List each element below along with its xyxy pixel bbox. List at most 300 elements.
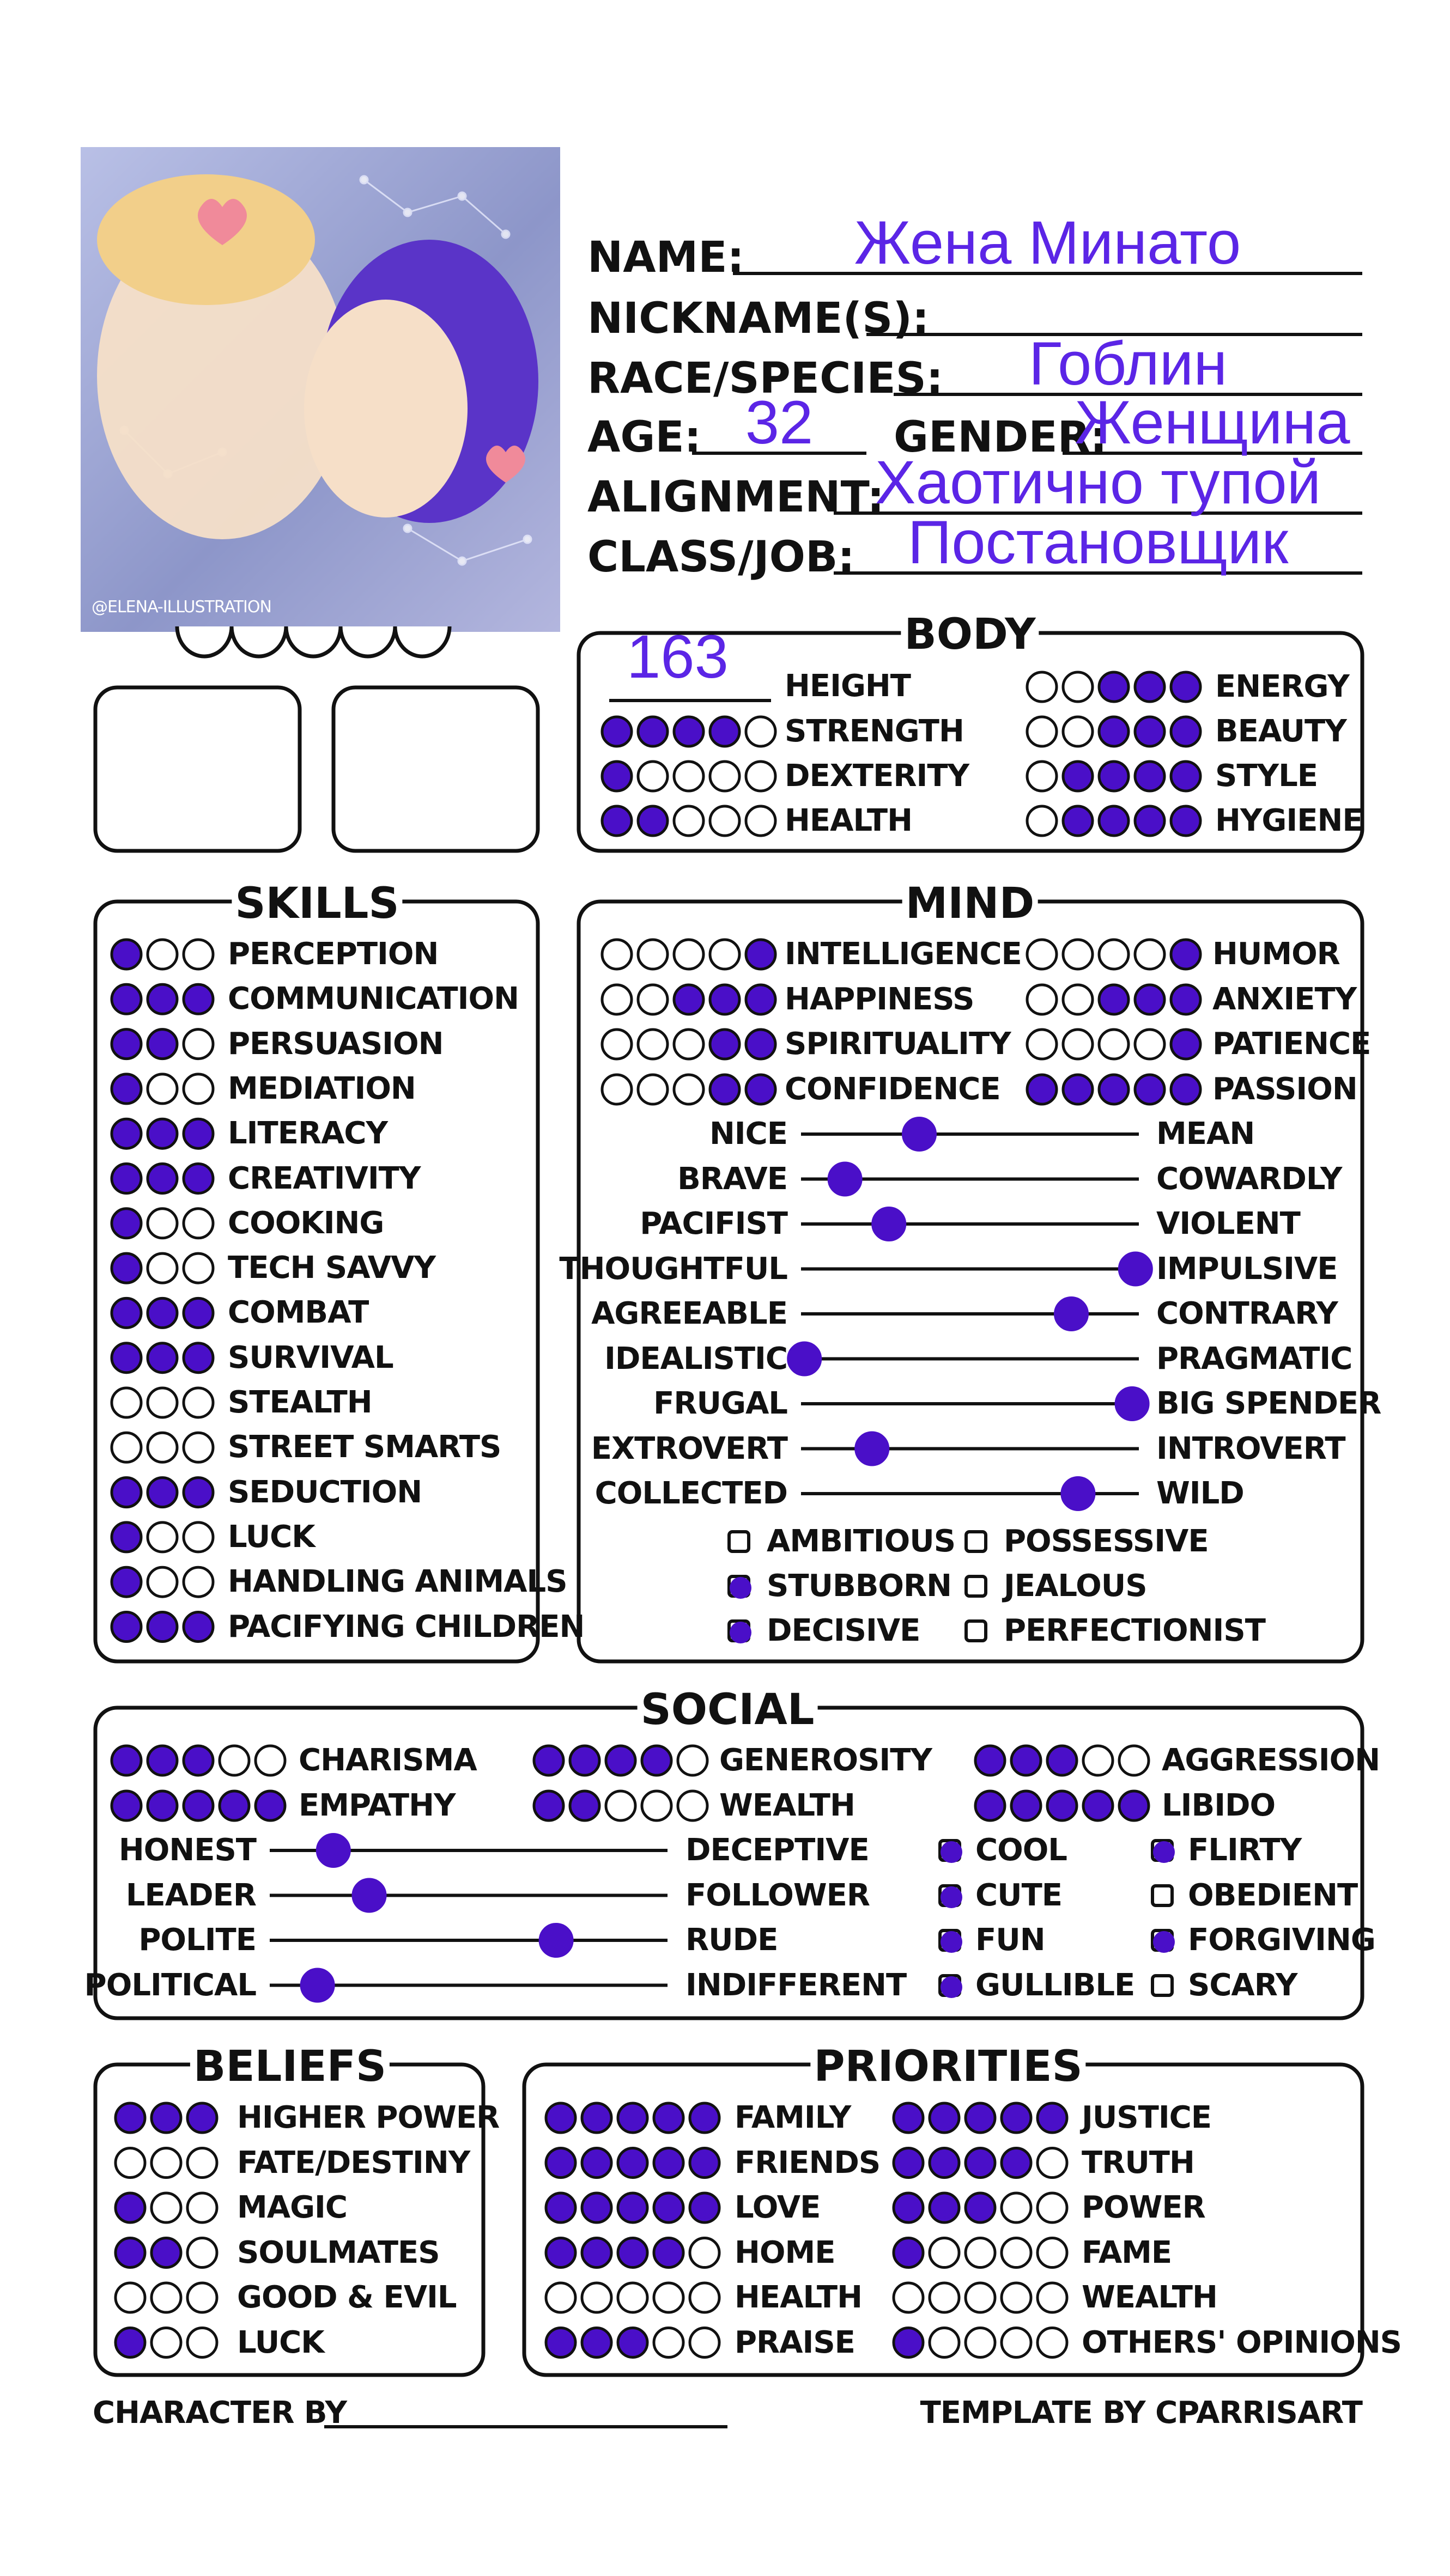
skill-label-pacifying-children: PACIFYING CHILDREN [228, 1609, 585, 1645]
belief-fate-destiny-dot [116, 2148, 145, 2178]
priority-justice-dot [894, 2103, 923, 2133]
skill-communication-dot [112, 984, 141, 1014]
priority-truth-dot [1002, 2148, 1031, 2178]
mind-patience-dot [1135, 1030, 1164, 1059]
priorities-title: PRIORITIES [810, 2045, 1085, 2088]
mind-slider-left-collected: COLLECTED [594, 1476, 787, 1511]
priority-health-dot [546, 2283, 575, 2312]
mind-label-anxiety: ANXIETY [1212, 982, 1357, 1017]
mind-anxiety-dot [1027, 985, 1057, 1014]
skill-pacifying-children-dot [112, 1612, 141, 1642]
priority-home-dot [618, 2238, 647, 2268]
mind-slider-right-violent: VIOLENT [1156, 1206, 1300, 1241]
social-libido-dot [1047, 1791, 1077, 1820]
mind-anxiety-dot [1135, 985, 1164, 1014]
social-generosity-dot [606, 1746, 635, 1775]
mind-intelligence-dot [710, 940, 739, 969]
skill-label-mediation: MEDIATION [228, 1070, 416, 1106]
body-hygiene-dot [1063, 806, 1093, 836]
mind-slider-frugal-knob [1115, 1387, 1149, 1421]
priority-justice-dot [1038, 2103, 1067, 2133]
blank-box-left [95, 687, 300, 851]
priority-label-fame: FAME [1082, 2234, 1172, 2270]
mind-label-patience: PATIENCE [1212, 1026, 1371, 1062]
skill-mediation-dot [148, 1074, 177, 1104]
skill-label-literacy: LITERACY [228, 1116, 388, 1152]
mind-trait-label-possessive: POSSESSIVE [1004, 1524, 1209, 1559]
scallop-decoration [286, 626, 341, 656]
skill-pacifying-children-dot [148, 1612, 177, 1642]
mind-slider-idealistic-knob [787, 1342, 821, 1376]
skill-stealth-dot [112, 1388, 141, 1417]
priority-justice-dot [966, 2103, 995, 2133]
priority-friends-dot [654, 2148, 683, 2178]
skill-cooking-dot [184, 1209, 213, 1238]
skill-combat-dot [148, 1298, 177, 1327]
mind-slider-right-contrary: CONTRARY [1156, 1296, 1338, 1331]
mind-happiness-dot [710, 985, 739, 1014]
template-by-label: TEMPLATE BY CPARRISART [920, 2395, 1362, 2431]
body-dexterity-dot [746, 762, 775, 791]
skill-survival-dot [184, 1343, 213, 1373]
blank-box-right [333, 687, 538, 851]
body-beauty-dot [1099, 717, 1129, 746]
body-strength-dot [602, 717, 632, 746]
belief-label-higher-power: HIGHER POWER [237, 2100, 500, 2135]
body-hygiene-dot [1135, 806, 1164, 836]
priority-power-dot [930, 2193, 959, 2222]
priority-label-truth: TRUTH [1082, 2145, 1194, 2181]
mind-spirituality-dot [746, 1030, 775, 1059]
belief-soulmates-dot [187, 2238, 217, 2268]
social-slider-right-indifferent: INDIFFERENT [685, 1967, 907, 2003]
social-wealth-dot [606, 1791, 635, 1820]
belief-good-evil-dot [151, 2283, 181, 2312]
belief-magic-dot [151, 2193, 181, 2222]
priority-power-dot [966, 2193, 995, 2222]
belief-label-magic: MAGIC [237, 2190, 347, 2225]
priority-fame-dot [894, 2238, 923, 2268]
social-trait-checkbox-cute[interactable] [938, 1884, 961, 1907]
priority-label-friends: FRIENDS [735, 2145, 881, 2181]
body-beauty-dot [1027, 717, 1057, 746]
scallop-decoration [395, 626, 450, 656]
mind-humor-dot [1099, 940, 1129, 969]
skill-label-tech-savvy: TECH SAVVY [228, 1250, 436, 1286]
skill-tech-savvy-dot [184, 1253, 213, 1283]
priority-power-dot [894, 2193, 923, 2222]
skill-creativity-dot [112, 1164, 141, 1193]
skill-perception-dot [112, 940, 141, 969]
social-label-wealth: WEALTH [719, 1788, 855, 1823]
body-dexterity-dot [638, 762, 668, 791]
belief-luck-dot [187, 2328, 217, 2358]
field-value-name: Жена Минато [854, 209, 1241, 277]
skill-perception-dot [148, 940, 177, 969]
social-aggression-dot [1011, 1746, 1041, 1775]
skill-persuasion-dot [184, 1030, 213, 1059]
belief-higher-power-dot [151, 2103, 181, 2133]
social-trait-label-scary: SCARY [1188, 1967, 1297, 2003]
skill-tech-savvy-dot [148, 1253, 177, 1283]
social-generosity-dot [534, 1746, 563, 1775]
field-value-race: Гоблин [1028, 330, 1228, 398]
social-charisma-dot [184, 1746, 213, 1775]
body-health-dot [638, 806, 668, 836]
mind-slider-right-big-spender: BIG SPENDER [1156, 1386, 1381, 1421]
belief-luck-dot [151, 2328, 181, 2358]
priority-truth-dot [894, 2148, 923, 2178]
social-trait-label-gullible: GULLIBLE [975, 1967, 1135, 2003]
body-dexterity-dot [674, 762, 703, 791]
skill-label-communication: COMMUNICATION [228, 981, 519, 1017]
social-trait-checkbox-forgiving[interactable] [1151, 1929, 1174, 1952]
mind-label-confidence: CONFIDENCE [785, 1071, 1000, 1107]
social-charisma-dot [112, 1746, 141, 1775]
social-charisma-dot [220, 1746, 249, 1775]
social-slider-polite-knob [539, 1923, 573, 1957]
belief-label-soulmates: SOULMATES [237, 2234, 440, 2270]
mind-intelligence-dot [638, 940, 668, 969]
priority-wealth-dot [966, 2283, 995, 2312]
priority-label-praise: PRAISE [735, 2324, 855, 2360]
priority-health-dot [582, 2283, 611, 2312]
mind-spirituality-dot [602, 1030, 632, 1059]
mind-anxiety-dot [1063, 985, 1093, 1014]
mind-patience-dot [1063, 1030, 1093, 1059]
mind-passion-dot [1171, 1075, 1200, 1104]
belief-label-good-evil: GOOD & EVIL [237, 2280, 457, 2315]
priority-others-opinions-dot [1002, 2328, 1031, 2358]
social-aggression-dot [1083, 1746, 1113, 1775]
priority-friends-dot [546, 2148, 575, 2178]
skill-seduction-dot [184, 1478, 213, 1507]
priority-love-dot [582, 2193, 611, 2222]
social-slider-right-follower: FOLLOWER [685, 1877, 870, 1913]
mind-passion-dot [1027, 1075, 1057, 1104]
skill-tech-savvy-dot [112, 1253, 141, 1283]
mind-intelligence-dot [602, 940, 632, 969]
mind-passion-dot [1135, 1075, 1164, 1104]
body-strength-dot [638, 717, 668, 746]
priority-praise-dot [582, 2328, 611, 2358]
body-title: BODY [901, 613, 1039, 656]
field-label-gender: GENDER: [894, 413, 1107, 462]
priority-love-dot [654, 2193, 683, 2222]
social-trait-checkbox-gullible[interactable] [938, 1974, 961, 1997]
social-trait-label-fun: FUN [975, 1922, 1045, 1958]
social-slider-honest-knob [317, 1834, 350, 1867]
social-charisma-dot [256, 1746, 285, 1775]
mind-slider-brave-knob [828, 1162, 862, 1196]
skill-survival-dot [112, 1343, 141, 1373]
skill-handling-animals-dot [184, 1567, 213, 1597]
mind-confidence-dot [638, 1075, 668, 1104]
priority-label-health: HEALTH [735, 2280, 862, 2315]
mind-slider-collected-knob [1061, 1477, 1095, 1511]
watermark: @ELENA-ILLUSTRATION [92, 598, 271, 617]
priority-label-love: LOVE [735, 2190, 821, 2225]
skill-stealth-dot [148, 1388, 177, 1417]
mind-patience-dot [1171, 1030, 1200, 1059]
skill-luck-dot [148, 1523, 177, 1552]
social-empathy-dot [148, 1791, 177, 1820]
skill-label-luck: LUCK [228, 1519, 315, 1555]
mind-confidence-dot [710, 1075, 739, 1104]
mind-trait-checkbox-ambitious[interactable] [727, 1530, 750, 1553]
mind-slider-left-thoughtful: THOUGHTFUL [559, 1251, 787, 1287]
mind-trait-checkbox-jealous[interactable] [964, 1575, 987, 1598]
mind-slider-right-wild: WILD [1156, 1476, 1244, 1511]
body-label-beauty: BEAUTY [1215, 714, 1346, 749]
body-style-dot [1135, 762, 1164, 791]
skill-label-handling-animals: HANDLING ANIMALS [228, 1564, 567, 1600]
mind-slider-left-agreeable: AGREEABLE [591, 1296, 787, 1331]
body-label-hygiene: HYGIENE [1215, 803, 1363, 838]
social-slider-right-deceptive: DECEPTIVE [685, 1832, 869, 1868]
body-dexterity-dot [602, 762, 632, 791]
skill-persuasion-dot [148, 1030, 177, 1059]
skill-cooking-dot [112, 1209, 141, 1238]
body-beauty-dot [1135, 717, 1164, 746]
belief-label-fate-destiny: FATE/DESTINY [237, 2145, 470, 2181]
body-energy-dot [1099, 672, 1129, 702]
social-aggression-dot [1047, 1746, 1077, 1775]
belief-higher-power-dot [116, 2103, 145, 2133]
height-label: HEIGHT [785, 668, 911, 704]
body-hygiene-dot [1027, 806, 1057, 836]
skill-stealth-dot [184, 1388, 213, 1417]
social-libido-dot [1011, 1791, 1041, 1820]
height-value: 163 [627, 623, 729, 691]
mind-title: MIND [902, 882, 1038, 925]
priority-friends-dot [618, 2148, 647, 2178]
body-label-strength: STRENGTH [785, 714, 964, 749]
body-strength-dot [746, 717, 775, 746]
priority-home-dot [654, 2238, 683, 2268]
field-label-age: AGE: [587, 413, 701, 462]
body-energy-dot [1063, 672, 1093, 702]
mind-passion-dot [1063, 1075, 1093, 1104]
body-health-dot [710, 806, 739, 836]
skill-luck-dot [184, 1523, 213, 1552]
social-libido-dot [1083, 1791, 1113, 1820]
social-empathy-dot [112, 1791, 141, 1820]
social-label-empathy: EMPATHY [299, 1788, 456, 1823]
mind-label-happiness: HAPPINESS [785, 982, 974, 1017]
mind-trait-checkbox-decisive[interactable] [727, 1619, 750, 1642]
body-label-dexterity: DEXTERITY [785, 758, 969, 794]
field-value-class: Постановщик [907, 508, 1289, 576]
priority-love-dot [546, 2193, 575, 2222]
skill-pacifying-children-dot [184, 1612, 213, 1642]
skill-label-cooking: COOKING [228, 1205, 384, 1241]
priority-home-dot [690, 2238, 719, 2268]
social-slider-left-honest: HONEST [118, 1832, 256, 1868]
skill-label-creativity: CREATIVITY [228, 1160, 421, 1196]
priority-love-dot [690, 2193, 719, 2222]
social-empathy-dot [220, 1791, 249, 1820]
field-value-gender: Женщина [1075, 388, 1350, 456]
priority-wealth-dot [1038, 2283, 1067, 2312]
mind-confidence-dot [674, 1075, 703, 1104]
body-strength-dot [674, 717, 703, 746]
social-charisma-dot [148, 1746, 177, 1775]
priority-label-family: FAMILY [735, 2100, 851, 2135]
priority-truth-dot [966, 2148, 995, 2178]
mind-happiness-dot [746, 985, 775, 1014]
social-empathy-dot [184, 1791, 213, 1820]
priority-wealth-dot [930, 2283, 959, 2312]
skill-label-survival: SURVIVAL [228, 1339, 393, 1375]
skill-literacy-dot [112, 1119, 141, 1148]
mind-humor-dot [1063, 940, 1093, 969]
mind-passion-dot [1099, 1075, 1129, 1104]
priority-fame-dot [930, 2238, 959, 2268]
skill-label-stealth: STEALTH [228, 1385, 372, 1420]
priority-power-dot [1002, 2193, 1031, 2222]
social-trait-checkbox-cool[interactable] [938, 1839, 961, 1862]
field-label-class: CLASS/JOB: [587, 533, 855, 582]
social-trait-checkbox-scary[interactable] [1151, 1974, 1174, 1997]
social-generosity-dot [570, 1746, 599, 1775]
body-label-energy: ENERGY [1215, 669, 1349, 704]
skill-communication-dot [148, 984, 177, 1014]
mind-spirituality-dot [638, 1030, 668, 1059]
belief-magic-dot [187, 2193, 217, 2222]
social-slider-leader-knob [353, 1879, 386, 1913]
scallop-decoration [341, 626, 395, 656]
body-hygiene-dot [1171, 806, 1200, 836]
social-libido-dot [1119, 1791, 1149, 1820]
mind-label-intelligence: INTELLIGENCE [785, 936, 1022, 972]
mind-slider-right-introvert: INTROVERT [1156, 1430, 1345, 1466]
body-energy-dot [1135, 672, 1164, 702]
mind-label-humor: HUMOR [1212, 936, 1340, 972]
priority-label-home: HOME [735, 2234, 835, 2270]
priority-friends-dot [690, 2148, 719, 2178]
priority-others-opinions-dot [1038, 2328, 1067, 2358]
social-trait-checkbox-obedient[interactable] [1151, 1884, 1174, 1907]
skill-perception-dot [184, 940, 213, 969]
social-trait-label-cool: COOL [975, 1832, 1067, 1868]
priority-praise-dot [546, 2328, 575, 2358]
social-label-charisma: CHARISMA [299, 1743, 477, 1778]
skill-label-combat: COMBAT [228, 1295, 369, 1331]
skill-mediation-dot [112, 1074, 141, 1104]
skill-luck-dot [112, 1523, 141, 1552]
body-health-dot [602, 806, 632, 836]
social-slider-left-polite: POLITE [138, 1922, 256, 1958]
mind-trait-label-stubborn: STUBBORN [767, 1568, 951, 1604]
social-empathy-dot [256, 1791, 285, 1820]
belief-magic-dot [116, 2193, 145, 2222]
belief-good-evil-dot [187, 2283, 217, 2312]
skill-street-smarts-dot [112, 1433, 141, 1462]
priority-others-opinions-dot [930, 2328, 959, 2358]
social-aggression-dot [975, 1746, 1005, 1775]
mind-slider-agreeable-knob [1054, 1297, 1088, 1331]
mind-slider-pacifist-knob [872, 1207, 906, 1241]
body-label-style: STYLE [1215, 758, 1318, 794]
social-wealth-dot [678, 1791, 707, 1820]
priority-power-dot [1038, 2193, 1067, 2222]
body-dexterity-dot [710, 762, 739, 791]
body-style-dot [1027, 762, 1057, 791]
mind-intelligence-dot [746, 940, 775, 969]
mind-slider-left-idealistic: IDEALISTIC [604, 1341, 787, 1377]
social-trait-label-obedient: OBEDIENT [1188, 1877, 1358, 1913]
body-style-dot [1099, 762, 1129, 791]
field-label-alignment: ALIGNMENT: [587, 473, 884, 522]
mind-confidence-dot [602, 1075, 632, 1104]
body-energy-dot [1027, 672, 1057, 702]
mind-trait-checkbox-perfectionist[interactable] [964, 1619, 987, 1642]
mind-trait-label-ambitious: AMBITIOUS [767, 1524, 956, 1559]
social-trait-label-flirty: FLIRTY [1188, 1832, 1302, 1868]
skill-mediation-dot [184, 1074, 213, 1104]
social-trait-checkbox-flirty[interactable] [1151, 1839, 1174, 1862]
body-label-health: HEALTH [785, 803, 912, 838]
body-strength-dot [710, 717, 739, 746]
social-wealth-dot [642, 1791, 671, 1820]
belief-luck-dot [116, 2328, 145, 2358]
mind-trait-label-perfectionist: PERFECTIONIST [1004, 1613, 1265, 1648]
body-style-dot [1171, 762, 1200, 791]
scallop-decoration [177, 626, 232, 656]
mind-slider-left-nice: NICE [709, 1116, 787, 1152]
skill-label-street-smarts: STREET SMARTS [228, 1429, 501, 1465]
priority-praise-dot [690, 2328, 719, 2358]
social-generosity-dot [642, 1746, 671, 1775]
priority-others-opinions-dot [894, 2328, 923, 2358]
mind-slider-nice-knob [902, 1117, 936, 1151]
skill-seduction-dot [148, 1478, 177, 1507]
mind-label-passion: PASSION [1212, 1071, 1357, 1107]
belief-higher-power-dot [187, 2103, 217, 2133]
mind-happiness-dot [602, 985, 632, 1014]
social-wealth-dot [534, 1791, 563, 1820]
body-beauty-dot [1171, 717, 1200, 746]
mind-patience-dot [1099, 1030, 1129, 1059]
skill-handling-animals-dot [148, 1567, 177, 1597]
skill-combat-dot [112, 1298, 141, 1327]
mind-slider-thoughtful-knob [1119, 1252, 1152, 1286]
social-trait-checkbox-fun[interactable] [938, 1929, 961, 1952]
mind-slider-left-pacifist: PACIFIST [640, 1206, 787, 1241]
social-generosity-dot [678, 1746, 707, 1775]
skill-label-perception: PERCEPTION [228, 936, 439, 972]
priority-family-dot [546, 2103, 575, 2133]
priority-friends-dot [582, 2148, 611, 2178]
social-label-generosity: GENEROSITY [719, 1743, 932, 1778]
mind-happiness-dot [638, 985, 668, 1014]
social-label-libido: LIBIDO [1162, 1788, 1276, 1823]
priority-praise-dot [654, 2328, 683, 2358]
field-value-age: 32 [745, 388, 814, 456]
mind-trait-checkbox-stubborn[interactable] [727, 1575, 750, 1598]
belief-soulmates-dot [116, 2238, 145, 2268]
priority-label-others-opinions: OTHERS' OPINIONS [1082, 2324, 1402, 2360]
social-label-aggression: AGGRESSION [1162, 1743, 1380, 1778]
mind-anxiety-dot [1099, 985, 1129, 1014]
social-libido-dot [975, 1791, 1005, 1820]
priority-family-dot [582, 2103, 611, 2133]
mind-trait-checkbox-possessive[interactable] [964, 1530, 987, 1553]
mind-slider-right-mean: MEAN [1156, 1116, 1255, 1152]
priority-family-dot [618, 2103, 647, 2133]
social-title: SOCIAL [638, 1689, 818, 1731]
